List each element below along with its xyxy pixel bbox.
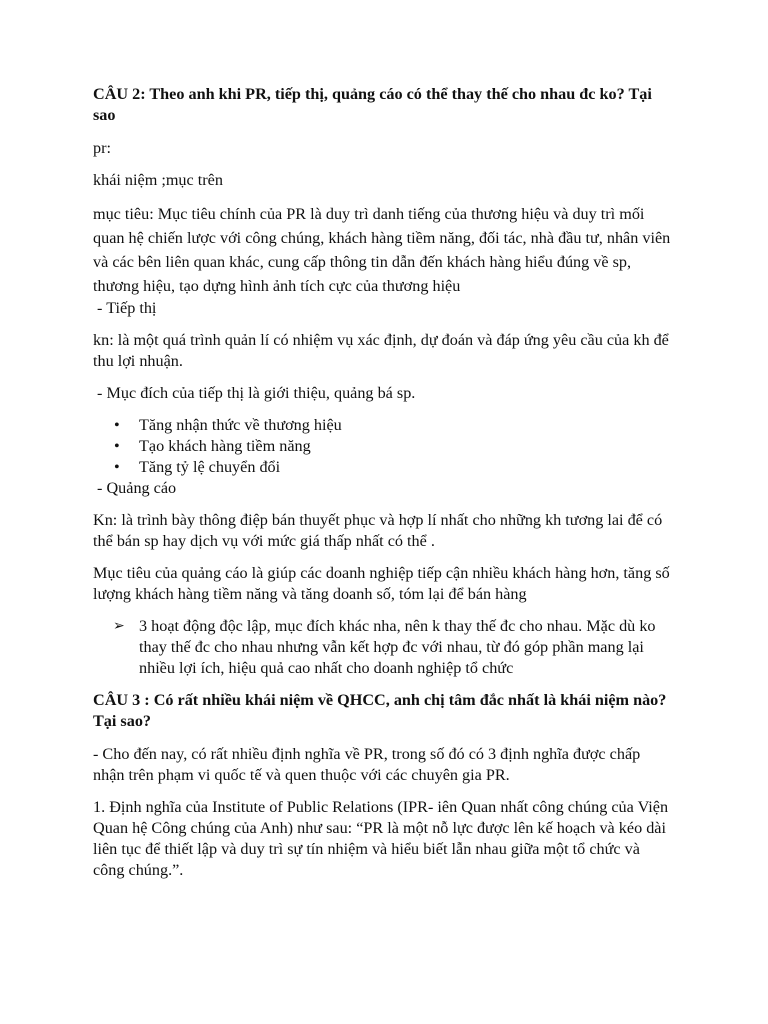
marketing-label: - Tiếp thị xyxy=(93,299,157,317)
list-item xyxy=(114,436,673,457)
document-page xyxy=(93,84,673,892)
marketing-purpose: - Mục đích của tiếp thị là giới thiệu, quảng bá sp. xyxy=(93,384,416,402)
question-3-intro: - Cho đến nay, có rất nhiều định nghĩa về PR, trong số đó có 3 định nghĩa được chấp nhận trên phạm vi quốc tế và quen thuộc với các chuyên gia PR. xyxy=(93,745,641,784)
ads-definition: Kn: là trình bày thông điệp bán thuyết phục và hợp lí nhất cho những kh tương lai để có thể bán sp hay dịch vụ với mức giá thấp nhất có thể . xyxy=(93,511,663,550)
list-item xyxy=(114,415,673,436)
conclusion-list xyxy=(93,616,673,679)
bullet-icon: • xyxy=(114,437,120,455)
list-item xyxy=(113,616,673,679)
marketing-definition: kn: là một quá trình quản lí có nhiệm vụ xác định, dự đoán và đáp ứng yêu cầu của kh để thu lợi nhuận. xyxy=(93,331,669,370)
question-2-heading: CÂU 2: Theo anh khi PR, tiếp thị, quảng cáo có thể thay thế cho nhau đc ko? Tại sao xyxy=(93,85,652,124)
pr-goal-paragraph: mục tiêu: Mục tiêu chính của PR là duy trì danh tiếng của thương hiệu và duy trì mối quan hệ chiến lược với công chúng, khách hàng tiềm năng, đối tác, nhà đầu tư, nhân viên và các bên liên quan khác, cung cấp thông tin dẫn đến khách hàng hiểu đúng về sp, thương hiệu, tạo dựng hình ảnh tích cực của thương hiệu xyxy=(93,205,671,295)
pr-concept: khái niệm ;mục trên xyxy=(93,171,223,189)
bullet-icon: • xyxy=(114,416,120,434)
arrow-bullet-icon: ➢ xyxy=(113,618,125,634)
list-item-text: Tăng tỷ lệ chuyển đổi xyxy=(139,458,281,476)
definition-1: 1. Định nghĩa của Institute of Public Relations (IPR- iên Quan nhất công chúng của Viện Quan hệ Công chúng của Anh) như sau: “PR là một nỗ lực được lên kế hoạch và kéo dài liên tục để thiết lập và duy trì sự tín nhiệm và hiểu biết lẫn nhau giữa một tổ chức và công chúng.”. xyxy=(93,798,669,879)
ads-goal: Mục tiêu của quảng cáo là giúp các doanh nghiệp tiếp cận nhiều khách hàng hơn, tăng số lượng khách hàng tiềm năng và tăng doanh số, tóm lại để bán hàng xyxy=(93,564,670,603)
bullet-icon: • xyxy=(114,458,120,476)
list-item-text: Tăng nhận thức về thương hiệu xyxy=(139,416,342,434)
ads-label: - Quảng cáo xyxy=(93,479,177,497)
pr-label: pr: xyxy=(93,139,111,157)
list-item xyxy=(114,457,673,478)
conclusion-text: 3 hoạt động độc lập, mục đích khác nha, nên k thay thế đc cho nhau. Mặc dù ko thay thế đc cho nhau nhưng vẫn kết hợp đc với nhau, từ đó góp phần mang lại nhiều lợi ích, hiệu quả cao nhất cho doanh nghiệp tổ chức xyxy=(139,617,656,677)
marketing-bullet-list xyxy=(93,415,673,478)
question-3-heading: CÂU 3 : Có rất nhiều khái niệm về QHCC, anh chị tâm đắc nhất là khái niệm nào? Tại sao? xyxy=(93,691,667,730)
list-item-text: Tạo khách hàng tiềm năng xyxy=(139,437,311,455)
